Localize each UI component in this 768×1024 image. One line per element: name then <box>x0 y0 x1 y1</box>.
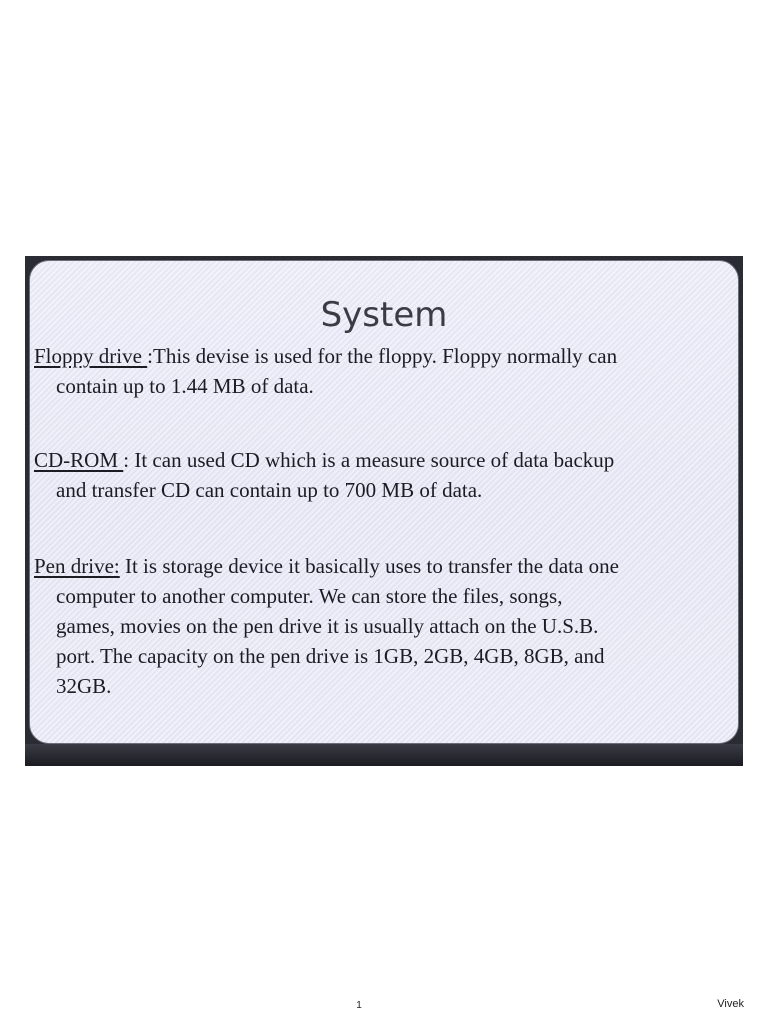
author-name: Vivek <box>717 998 744 1010</box>
entry-text: It can used CD which is a measure source of data backup <box>129 448 615 472</box>
page-number: 1 <box>356 1000 362 1011</box>
slide <box>29 260 739 744</box>
entry-separator: : <box>147 344 154 368</box>
entry-text: It is storage device it basically uses to transfer the data one <box>119 554 619 578</box>
entry-text: games, movies on the pen drive it is usually attach on the U.S.B. <box>56 614 599 638</box>
entry-first-line <box>34 445 724 475</box>
entry-cd-rom <box>34 445 724 505</box>
photo-bottom-edge <box>25 744 743 766</box>
entry-text: 32GB. <box>56 674 112 698</box>
entry-text: This devise is used for the floppy. Floppy normally can <box>153 344 618 368</box>
entry-pen-drive <box>34 551 724 701</box>
entry-text: computer to another computer. We can store the files, songs, <box>56 584 563 608</box>
entry-first-line <box>34 341 724 371</box>
entry-text: contain up to 1.44 MB of data. <box>56 374 314 398</box>
slide-title: System <box>320 295 448 335</box>
entry-term: CD-ROM <box>34 448 124 472</box>
entry-floppy-drive <box>34 341 724 401</box>
entry-first-line <box>34 551 724 581</box>
entry-term: Floppy drive <box>34 344 148 368</box>
entry-text: and transfer CD can contain up to 700 MB of data. <box>56 478 483 502</box>
slide-photo <box>25 256 743 766</box>
entry-term: Pen drive: <box>34 554 120 578</box>
entry-separator: : <box>123 448 130 472</box>
entry-text: port. The capacity on the pen drive is 1GB, 2GB, 4GB, 8GB, and <box>56 644 605 668</box>
